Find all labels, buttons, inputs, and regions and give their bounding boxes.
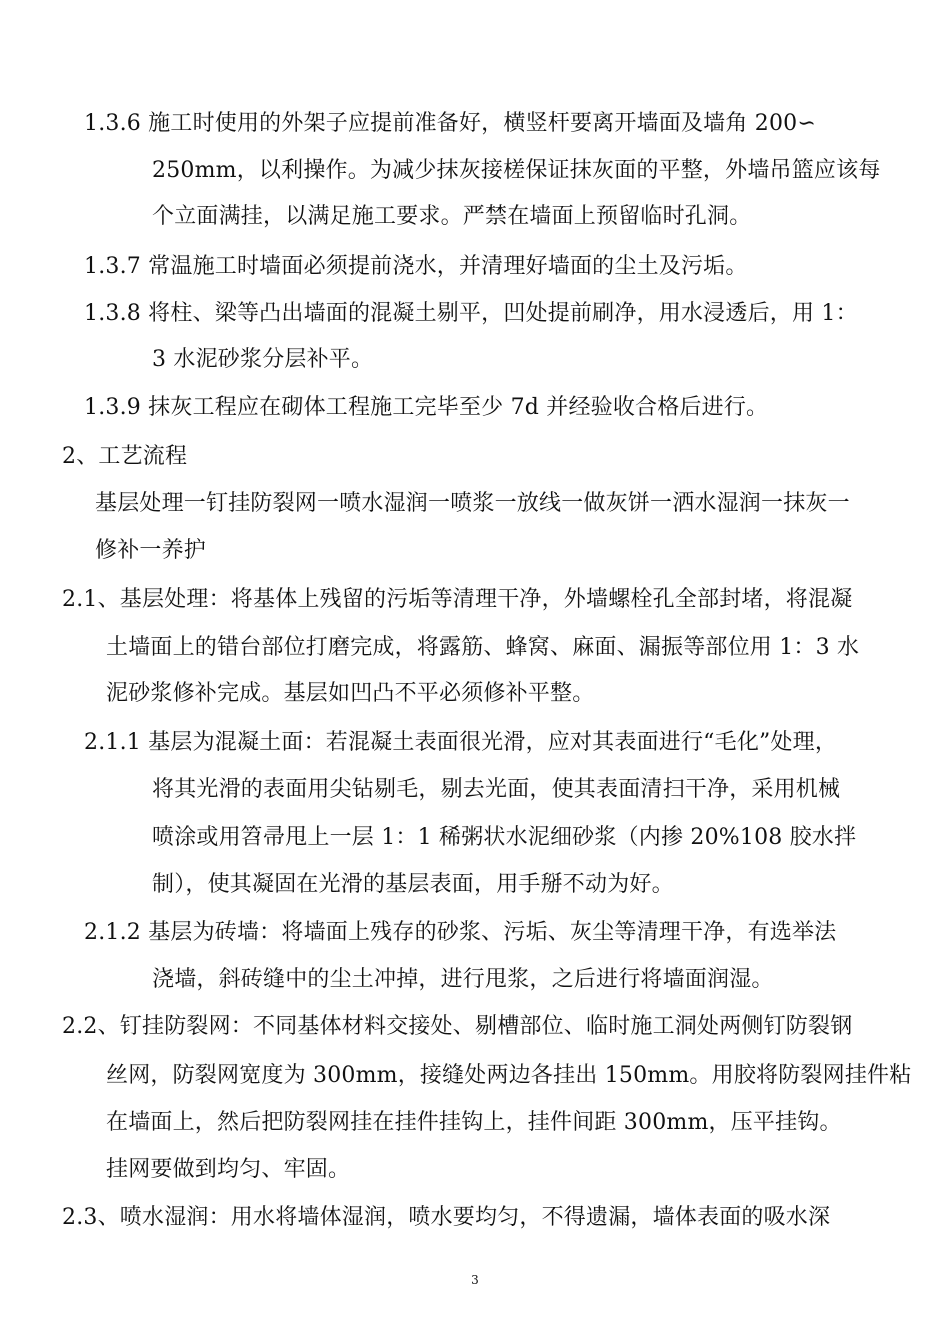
text-line: 1.3.6 施工时使用的外架子应提前准备好，横竖杆要离开墙面及墙角 200∽ (84, 111, 816, 136)
text-line: 将其光滑的表面用尖钻剔毛，剔去光面，使其表面清扫干净，采用机械 (152, 777, 841, 802)
text-line: 2.1.2 基层为砖墙：将墙面上残存的砂浆、污垢、灰尘等清理干净，有选举法 (84, 920, 837, 945)
text-line: 基层处理一钉挂防裂网一喷水湿润一喷浆一放线一做灰饼一洒水湿润一抹灰一 (95, 491, 850, 516)
text-line: 2.1.1 基层为混凝土面：若混凝土表面很光滑，应对其表面进行“毛化”处理， (84, 730, 838, 755)
text-line: 修补一养护 (95, 538, 207, 563)
text-line: 3 水泥砂浆分层补平。 (152, 347, 374, 372)
text-line: 喷涂或用笤帚甩上一层 1：1 稀粥状水泥细砂浆（内掺 20%108 胶水拌 (152, 825, 857, 850)
text-line: 1.3.7 常温施工时墙面必须提前浇水，并清理好墙面的尘土及污垢。 (84, 254, 748, 279)
text-line: 1.3.8 将柱、梁等凸出墙面的混凝土剔平，凹处提前刷净，用水浸透后，用 1： (84, 301, 858, 326)
text-line: 2.3、喷水湿润：用水将墙体湿润，喷水要均匀，不得遗漏，墙体表面的吸水深 (62, 1205, 831, 1230)
text-line: 挂网要做到均匀、牢固。 (106, 1157, 351, 1182)
text-line: 1.3.9 抹灰工程应在砌体工程施工完毕至少 7d 并经验收合格后进行。 (84, 395, 769, 420)
text-line: 土墙面上的错台部位打磨完成，将露筋、蜂窝、麻面、漏振等部位用 1：3 水 (106, 635, 860, 660)
page-number: 3 (471, 1273, 479, 1287)
section-heading: 2、工艺流程 (62, 444, 188, 469)
text-line: 2.2、钉挂防裂网：不同基体材料交接处、剔槽部位、临时施工洞处两侧钉防裂钢 (62, 1014, 853, 1039)
text-line: 在墙面上，然后把防裂网挂在挂件挂钩上，挂件间距 300mm，压平挂钩。 (106, 1110, 842, 1135)
text-line: 丝网，防裂网宽度为 300mm，接缝处两边各挂出 150mm。用胶将防裂网挂件粘 (106, 1063, 912, 1088)
text-line: 250mm，以利操作。为减少抹灰接槎保证抹灰面的平整，外墙吊篮应该每 (152, 158, 881, 183)
text-line: 个立面满挂，以满足施工要求。严禁在墙面上预留临时孔洞。 (152, 204, 752, 229)
text-line: 2.1、基层处理：将基体上残留的污垢等清理干净，外墙螺栓孔全部封堵，将混凝 (62, 587, 853, 612)
text-line: 泥砂浆修补完成。基层如凹凸不平必须修补平整。 (106, 681, 595, 706)
text-line: 浇墙，斜砖缝中的尘土冲掉，进行甩浆，之后进行将墙面润湿。 (152, 967, 774, 992)
text-line: 制），使其凝固在光滑的基层表面，用手掰不动为好。 (152, 872, 674, 897)
